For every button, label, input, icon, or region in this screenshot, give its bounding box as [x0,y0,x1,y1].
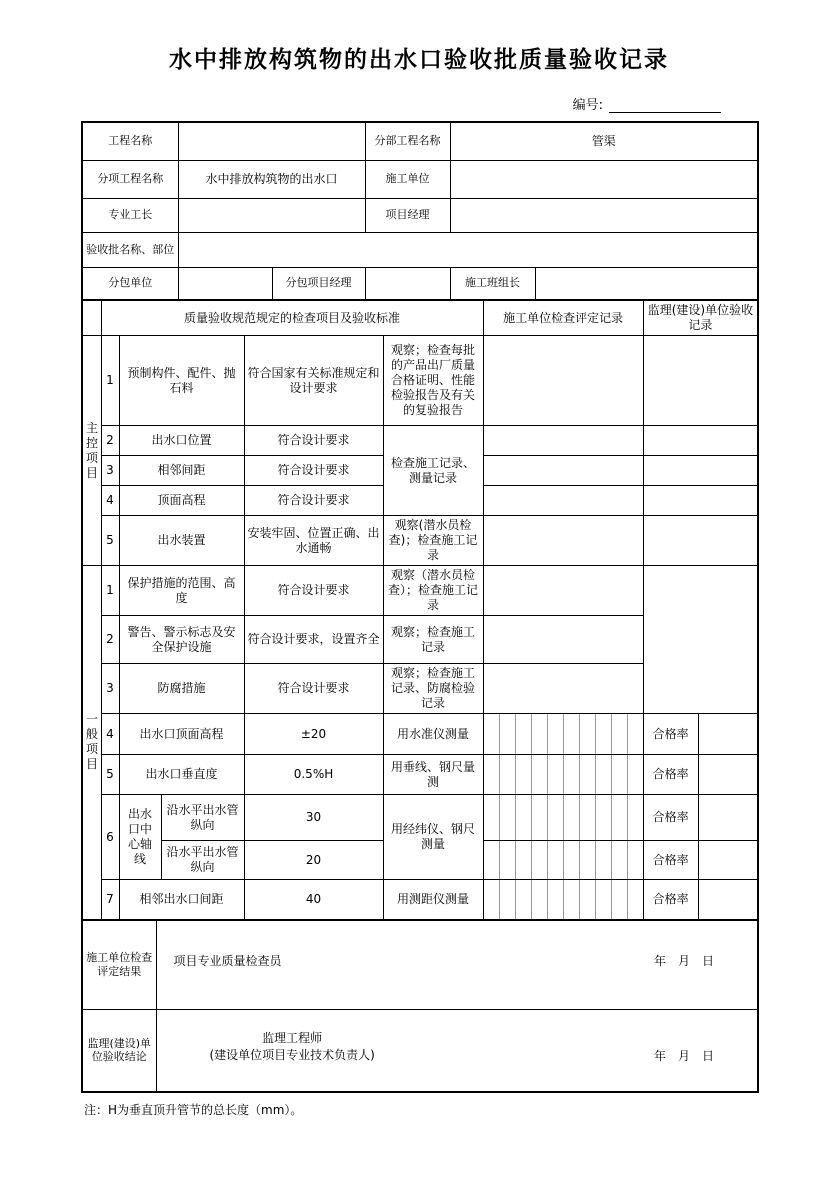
measure-cell[interactable] [579,714,595,755]
item-standard: 符合设计要求 [244,664,383,714]
item-standard: 20 [244,841,383,880]
measure-cell[interactable] [531,841,547,880]
crew-leader-value[interactable] [535,267,758,300]
measure-cell[interactable] [483,714,499,755]
measure-cell[interactable] [563,841,579,880]
item-no: 2 [101,426,119,456]
pass-rate-value[interactable] [698,880,758,920]
item-standard: 符合设计要求 [244,566,383,616]
form-number-row [81,94,757,113]
measure-cell[interactable] [499,795,515,841]
item-no: 5 [101,755,119,795]
item-standard: 安装牢固、位置正确、出水通畅 [244,516,383,566]
item-name: 出水装置 [119,516,244,566]
item-standard: 30 [244,795,383,841]
item-no: 4 [101,486,119,516]
pass-rate-label: 合格率 [643,714,698,755]
supervisor-record-cell[interactable] [643,486,758,516]
supervisor-record-cell[interactable] [643,426,758,456]
measure-cell[interactable] [483,795,499,841]
item-standard: 符合设计要求 [244,426,383,456]
measure-cell[interactable] [579,795,595,841]
supervisor-record-cell[interactable] [643,456,758,486]
contractor-record-cell[interactable] [483,664,643,714]
measure-cell[interactable] [595,755,611,795]
measure-cell[interactable] [531,880,547,920]
conclusion-table [81,919,759,1093]
inspector-signature-label: 项目专业质量检查员 [173,954,282,969]
measure-cell[interactable] [547,755,563,795]
measure-cell[interactable] [483,880,499,920]
pass-rate-value[interactable] [698,795,758,841]
crew-leader-label: 施工班组长 [450,267,535,300]
form-number-line[interactable] [609,99,721,113]
supervisor-conclusion-area[interactable] [156,1010,758,1092]
measure-cell[interactable] [627,714,643,755]
pass-rate-label: 合格率 [643,880,698,920]
item-name: 预制构件、配件、抛石料 [119,336,244,426]
measure-cell[interactable] [547,841,563,880]
measure-cell[interactable] [563,755,579,795]
project-name-value[interactable] [178,122,365,160]
item-method: 检查施工记录、测量记录 [383,426,483,516]
item-standard: 符合国家有关标准规定和设计要求 [244,336,383,426]
item-no: 1 [101,336,119,426]
subcontractor-value[interactable] [178,267,272,300]
measure-cell[interactable] [531,714,547,755]
pass-rate-value[interactable] [698,714,758,755]
measure-cell[interactable] [547,795,563,841]
measure-cell[interactable] [611,755,627,795]
division-work-label: 分部工程名称 [365,122,450,160]
item-method: 用水准仪测量 [383,714,483,755]
items-table [81,299,759,921]
measure-cell[interactable] [611,880,627,920]
measure-cell[interactable] [499,755,515,795]
contractor-date-field[interactable]: 年 月 日 [653,954,714,969]
item-group-label: 出水口中心轴线 [119,795,161,880]
pass-rate-value[interactable] [698,755,758,795]
subcontract-manager-label: 分包项目经理 [272,267,365,300]
measure-cell[interactable] [547,880,563,920]
item-name: 沿水平出水管纵向 [161,841,244,880]
item-no: 2 [101,616,119,664]
item-name: 防腐措施 [119,664,244,714]
measure-cell[interactable] [547,714,563,755]
measure-cell[interactable] [627,755,643,795]
subcontract-manager-value[interactable] [365,267,450,300]
measure-cell[interactable] [563,795,579,841]
item-name: 出水口顶面高程 [119,714,244,755]
division-work-value[interactable]: 管渠 [450,122,758,160]
item-name: 相邻间距 [119,456,244,486]
item-no: 1 [101,566,119,616]
item-no: 3 [101,456,119,486]
subcontractor-label: 分包单位 [82,267,178,300]
item-name: 警告、警示标志及安全保护设施 [119,616,244,664]
measure-cell[interactable] [595,841,611,880]
measure-cell[interactable] [531,755,547,795]
acceptance-batch-label: 验收批名称、部位 [82,232,178,267]
supervisor-conclusion-label: 监理(建设)单位验收结论 [82,1010,156,1092]
item-method: 观察；检查每批的产品出厂质量合格证明、性能检验报告及有关的复验报告 [383,336,483,426]
item-standard: 符合设计要求，设置齐全 [244,616,383,664]
item-standard: ±20 [244,714,383,755]
contractor-conclusion-label: 施工单位检查评定结果 [82,920,156,1010]
info-table [81,121,759,301]
item-no: 4 [101,714,119,755]
measure-cell[interactable] [483,755,499,795]
form-number-label: 编号: [572,98,603,113]
contractor-record-cell[interactable] [483,456,643,486]
contractor-record-cell[interactable] [483,426,643,456]
main-items-section-label: 主控项目 [82,336,101,566]
item-method: 用经纬仪、钢尺测量 [383,795,483,880]
measure-cell[interactable] [531,795,547,841]
supervisor-engineer-note: (建设单位项目专业技术负责人) [209,1048,375,1063]
item-method: 观察（潜水员检查）；检查施工记录 [383,566,483,616]
measure-cell[interactable] [595,880,611,920]
item-name: 出水口位置 [119,426,244,456]
item-method: 用测距仪测量 [383,880,483,920]
measure-cell[interactable] [611,841,627,880]
measure-cell[interactable] [515,795,531,841]
measure-cell[interactable] [627,880,643,920]
measure-cell[interactable] [563,880,579,920]
measure-cell[interactable] [563,714,579,755]
measure-cell[interactable] [579,880,595,920]
contractor-record-header: 施工单位检查评定记录 [483,300,643,336]
item-method: 观察；检查施工记录、防腐检验记录 [383,664,483,714]
sub-item-value[interactable]: 水中排放构筑物的出水口 [178,160,365,198]
item-no: 6 [101,795,119,880]
contractor-conclusion-area[interactable] [156,920,758,1010]
item-no: 3 [101,664,119,714]
item-name: 相邻出水口间距 [119,880,244,920]
measure-cell[interactable] [499,714,515,755]
item-standard: 符合设计要求 [244,456,383,486]
item-name: 沿水平出水管纵向 [161,795,244,841]
sub-item-label: 分项工程名称 [82,160,178,198]
footnote: 注：H为垂直顶升管节的总长度（mm）。 [84,1102,303,1117]
measure-cell[interactable] [579,841,595,880]
measure-cell[interactable] [595,795,611,841]
item-method: 观察(潜水员检查)；检查施工记录 [383,516,483,566]
measure-cell[interactable] [499,880,515,920]
construction-unit-label: 施工单位 [365,160,450,198]
measure-cell[interactable] [515,755,531,795]
contractor-record-cell[interactable] [483,516,643,566]
supervisor-engineer-label: 监理工程师 [262,1031,323,1046]
item-no: 7 [101,880,119,920]
contractor-record-cell[interactable] [483,486,643,516]
form-title: 水中排放构筑物的出水口验收批质量验收记录 [169,47,669,73]
measure-cell[interactable] [595,714,611,755]
measure-cell[interactable] [515,880,531,920]
measure-cell[interactable] [515,841,531,880]
pass-rate-label: 合格率 [643,841,698,880]
supervisor-record-cell[interactable] [643,566,758,714]
measure-cell[interactable] [499,841,515,880]
contractor-record-cell[interactable] [483,336,643,426]
supervisor-record-header: 监理(建设)单位验收记录 [643,300,758,336]
section-column-header [82,300,101,336]
item-standard: 0.5%H [244,755,383,795]
pass-rate-label: 合格率 [643,755,698,795]
supervisor-record-cell[interactable] [643,516,758,566]
item-method: 用垂线、钢尺量测 [383,755,483,795]
project-manager-label: 项目经理 [365,198,450,232]
general-items-section-label: 一般项目 [82,566,101,920]
inspection-header: 质量验收规范规定的检查项目及验收标准 [101,300,483,336]
supervisor-signature-block [210,1030,375,1064]
project-name-label: 工程名称 [82,122,178,160]
supervisor-date-field[interactable]: 年 月 日 [653,1049,714,1064]
measure-cell[interactable] [611,795,627,841]
contractor-record-cell[interactable] [483,616,643,664]
supervisor-record-cell[interactable] [643,336,758,426]
measure-cell[interactable] [627,841,643,880]
foreman-label: 专业工长 [82,198,178,232]
item-no: 5 [101,516,119,566]
pass-rate-label: 合格率 [643,795,698,841]
measure-cell[interactable] [579,755,595,795]
measure-cell[interactable] [627,795,643,841]
pass-rate-value[interactable] [698,841,758,880]
measure-cell[interactable] [515,714,531,755]
item-name: 保护措施的范围、高度 [119,566,244,616]
foreman-value[interactable] [178,198,365,232]
item-method: 观察；检查施工记录 [383,616,483,664]
item-name: 出水口垂直度 [119,755,244,795]
construction-unit-value[interactable] [450,160,758,198]
item-standard: 符合设计要求 [244,486,383,516]
measure-cell[interactable] [483,841,499,880]
item-standard: 40 [244,880,383,920]
item-name: 顶面高程 [119,486,244,516]
measure-cell[interactable] [611,714,627,755]
acceptance-batch-value[interactable] [178,232,758,267]
contractor-record-cell[interactable] [483,566,643,616]
project-manager-value[interactable] [450,198,758,232]
